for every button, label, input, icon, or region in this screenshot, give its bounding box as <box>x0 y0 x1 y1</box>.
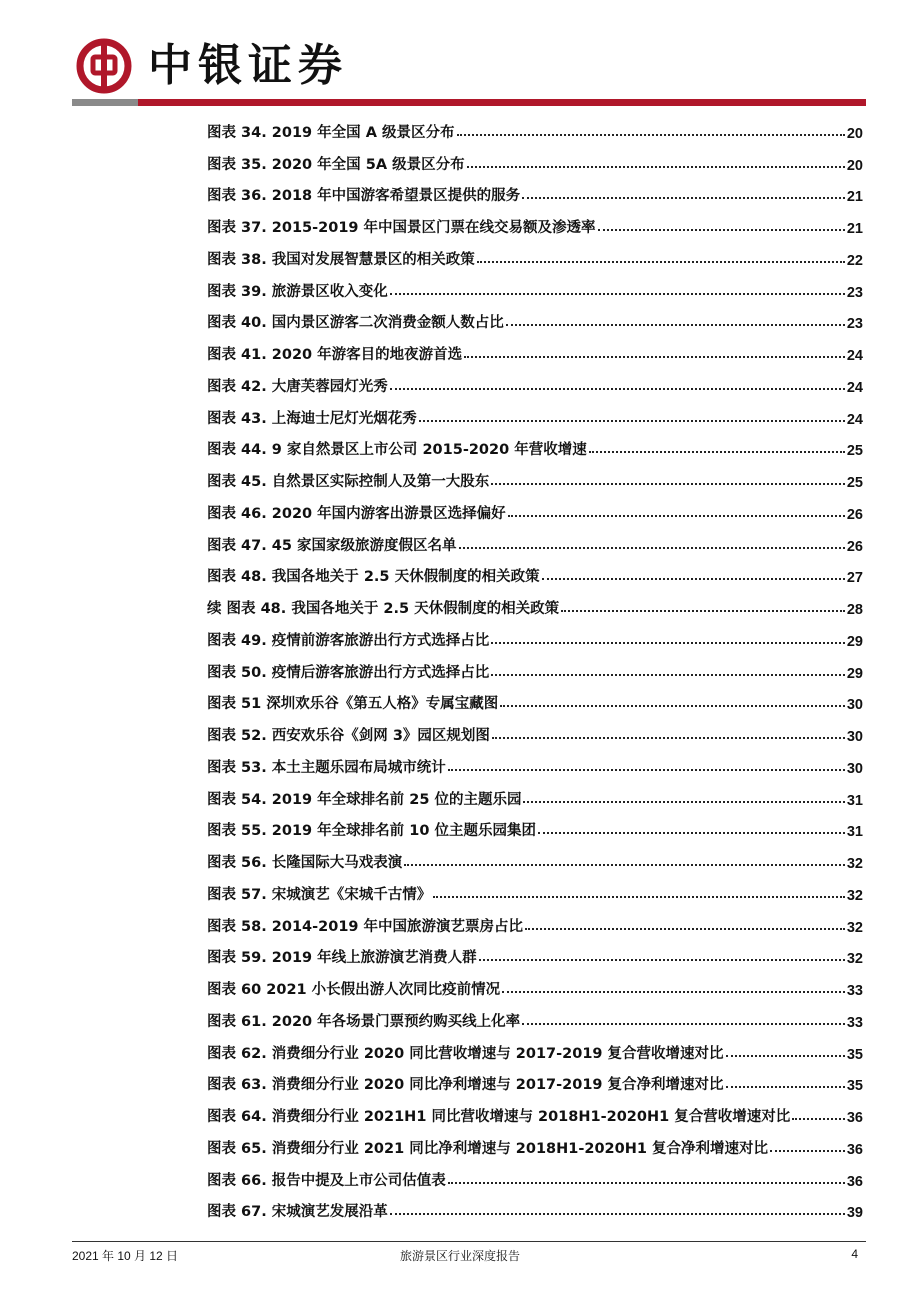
toc-entry-page[interactable]: 35 <box>846 1046 863 1063</box>
toc-dot-leader <box>502 991 845 993</box>
toc-entry-title[interactable]: 图表 63. 消费细分行业 2020 同比净利增速与 2017-2019 复合净利增速对比 <box>207 1077 724 1094</box>
toc-entry-page[interactable]: 20 <box>846 125 863 142</box>
footer-date: 2021 年 10 月 12 日 <box>72 1249 179 1263</box>
toc-entry-page[interactable]: 23 <box>846 316 863 333</box>
toc-entry[interactable] <box>207 1094 863 1126</box>
toc-entry[interactable] <box>207 713 863 745</box>
toc-dot-leader <box>726 1086 845 1088</box>
toc-entry[interactable] <box>207 1031 863 1063</box>
toc-entry-title[interactable]: 图表 45. 自然景区实际控制人及第一大股东 <box>207 474 490 490</box>
toc-dot-leader <box>792 1118 845 1120</box>
toc-entry-page[interactable]: 24 <box>846 348 863 364</box>
toc-dot-leader <box>467 166 845 168</box>
toc-entry-page[interactable]: 26 <box>846 506 863 523</box>
toc-entry-page[interactable]: 24 <box>846 379 863 396</box>
toc-entry-title[interactable]: 图表 42. 大唐芙蓉园灯光秀 <box>207 378 388 395</box>
toc-dot-leader <box>770 1150 845 1152</box>
toc-entry-page[interactable]: 32 <box>846 919 863 936</box>
toc-entry[interactable] <box>207 110 863 142</box>
toc-entry-title[interactable]: 图表 54. 2019 年全球排名前 25 位的主题乐园 <box>207 791 522 808</box>
toc-dot-leader <box>589 451 845 453</box>
toc-entry-page[interactable]: 31 <box>846 792 863 809</box>
toc-entry-page[interactable]: 22 <box>846 252 863 269</box>
toc-entry-page[interactable]: 20 <box>846 157 863 174</box>
toc-dot-leader <box>457 134 845 136</box>
toc-entry-page[interactable]: 31 <box>846 824 863 841</box>
toc-entry-title[interactable]: 图表 55. 2019 年全球排名前 10 位主题乐园集团 <box>207 823 536 840</box>
toc-entry-title[interactable]: 图表 67. 宋城演艺发展沿革 <box>207 1204 388 1221</box>
toc-entry-page[interactable]: 26 <box>846 538 863 555</box>
toc-dot-leader <box>459 547 845 549</box>
toc-entry-page[interactable]: 28 <box>846 602 863 618</box>
toc-dot-leader <box>522 197 845 199</box>
toc-entry[interactable] <box>207 777 863 809</box>
toc-entry-page[interactable]: 30 <box>846 760 863 777</box>
toc-entry-title[interactable]: 图表 43. 上海迪士尼灯光烟花秀 <box>207 410 417 427</box>
toc-entry-title[interactable]: 续 图表 48. 我国各地关于 2.5 天休假制度的相关政策 <box>207 601 560 617</box>
toc-entry-title[interactable]: 图表 58. 2014-2019 年中国旅游演艺票房占比 <box>207 918 524 935</box>
toc-entry-title[interactable]: 图表 37. 2015-2019 年中国景区门票在线交易额及渗透率 <box>207 220 596 236</box>
toc-entry-title[interactable]: 图表 41. 2020 年游客目的地夜游首选 <box>207 347 463 363</box>
toc-entry[interactable] <box>207 967 863 999</box>
toc-entry[interactable] <box>207 142 863 174</box>
toc-dot-leader <box>598 229 845 231</box>
toc-dot-leader <box>492 737 845 739</box>
toc-dot-leader <box>525 928 845 930</box>
toc-dot-leader <box>479 959 845 961</box>
toc-entry-title[interactable]: 图表 48. 我国各地关于 2.5 天休假制度的相关政策 <box>207 569 540 586</box>
page-header <box>0 0 920 110</box>
toc-entry-title[interactable]: 图表 51 深圳欢乐谷《第五人格》专属宝藏图 <box>207 696 499 713</box>
toc-dot-leader <box>522 1023 845 1025</box>
toc-entry-title[interactable]: 图表 62. 消费细分行业 2020 同比营收增速与 2017-2019 复合营收增速对比 <box>207 1045 724 1062</box>
toc-dot-leader <box>448 1182 845 1184</box>
toc-entry[interactable] <box>207 428 863 460</box>
toc-entry-title[interactable]: 图表 66. 报告中提及上市公司估值表 <box>207 1172 446 1189</box>
toc-entry-title[interactable]: 图表 52. 西安欢乐谷《剑网 3》园区规划图 <box>207 728 490 744</box>
toc-dot-leader <box>538 832 845 834</box>
toc-dot-leader <box>500 705 845 707</box>
header-rule-red <box>138 99 866 106</box>
toc-entry-page[interactable]: 21 <box>846 221 863 237</box>
toc-entry[interactable] <box>207 904 863 936</box>
toc-entry[interactable] <box>207 586 863 618</box>
toc-dot-leader <box>491 674 845 676</box>
toc-entry-page[interactable]: 32 <box>846 951 863 968</box>
toc-entry[interactable] <box>207 491 863 523</box>
toc-entry-page[interactable]: 29 <box>846 633 863 650</box>
toc-entry[interactable] <box>207 301 863 333</box>
toc-dot-leader <box>419 420 845 422</box>
toc-entry[interactable] <box>207 523 863 555</box>
toc-entry-title[interactable]: 图表 57. 宋城演艺《宋城千古情》 <box>207 886 432 903</box>
toc-entry-page[interactable]: 29 <box>846 665 863 682</box>
toc-dot-leader <box>390 388 845 390</box>
toc-entry[interactable] <box>207 1158 863 1190</box>
toc-entry[interactable] <box>207 999 863 1031</box>
toc-dot-leader <box>404 864 845 866</box>
toc-entry-title[interactable]: 图表 53. 本土主题乐园布局城市统计 <box>207 759 446 776</box>
toc-entry[interactable] <box>207 459 863 491</box>
toc-entry-title[interactable]: 图表 60 2021 小长假出游人次同比疫前情况 <box>207 982 501 998</box>
toc-entry-title[interactable]: 图表 39. 旅游景区收入变化 <box>207 283 388 300</box>
toc-entry[interactable] <box>207 174 863 206</box>
toc-dot-leader <box>491 642 845 644</box>
toc-entry[interactable] <box>207 936 863 968</box>
toc-dot-leader <box>464 356 845 358</box>
toc-entry[interactable] <box>207 1126 863 1158</box>
toc-entry[interactable] <box>207 650 863 682</box>
toc-entry-title[interactable]: 图表 36. 2018 年中国游客希望景区提供的服务 <box>207 188 521 205</box>
toc-entry-page[interactable]: 30 <box>846 729 863 745</box>
toc-entry-page[interactable]: 33 <box>846 1014 863 1031</box>
toc-entry-title[interactable]: 图表 34. 2019 年全国 A 级景区分布 <box>207 124 455 141</box>
toc-entry-page[interactable]: 25 <box>846 475 863 491</box>
toc-entry-title[interactable]: 图表 56. 长隆国际大马戏表演 <box>207 855 403 871</box>
toc-entry-title[interactable]: 图表 35. 2020 年全国 5A 级景区分布 <box>207 156 465 173</box>
toc-dot-leader <box>561 610 845 612</box>
toc-dot-leader <box>491 483 845 485</box>
toc-dot-leader <box>390 293 845 295</box>
footer-divider <box>72 1241 866 1242</box>
toc-entry-title[interactable]: 图表 59. 2019 年线上旅游演艺消费人群 <box>207 950 477 967</box>
figure-toc-list <box>207 110 863 1221</box>
toc-entry-title[interactable]: 图表 50. 疫情后游客旅游出行方式选择占比 <box>207 664 490 681</box>
toc-entry[interactable] <box>207 682 863 714</box>
toc-entry-title[interactable]: 图表 44. 9 家自然景区上市公司 2015-2020 年营收增速 <box>207 442 587 459</box>
toc-entry-page[interactable]: 30 <box>846 697 863 714</box>
toc-entry[interactable] <box>207 872 863 904</box>
toc-entry[interactable] <box>207 205 863 237</box>
toc-dot-leader <box>726 1055 845 1057</box>
toc-entry[interactable] <box>207 809 863 841</box>
toc-entry-title[interactable]: 图表 47. 45 家国家级旅游度假区名单 <box>207 537 457 554</box>
toc-entry[interactable] <box>207 1190 863 1222</box>
toc-entry[interactable] <box>207 237 863 269</box>
toc-entry-page[interactable]: 25 <box>846 443 863 460</box>
toc-entry-page[interactable]: 27 <box>846 570 863 587</box>
toc-entry-title[interactable]: 图表 64. 消费细分行业 2021H1 同比营收增速与 2018H1-2020H1 复合营收增速对比 <box>207 1109 791 1125</box>
header-rule-grey <box>72 99 138 106</box>
toc-dot-leader <box>390 1213 845 1215</box>
toc-entry-title[interactable]: 图表 40. 国内景区游客二次消费金额人数占比 <box>207 315 504 332</box>
toc-dot-leader <box>542 578 845 580</box>
toc-entry-page[interactable]: 23 <box>846 284 863 301</box>
bank-of-china-logo-icon <box>76 38 132 94</box>
toc-dot-leader <box>508 515 845 517</box>
toc-dot-leader <box>506 324 845 326</box>
toc-dot-leader <box>448 769 845 771</box>
footer-report-title: 旅游景区行业深度报告 <box>399 1249 520 1263</box>
toc-entry-page[interactable]: 32 <box>846 856 863 872</box>
toc-entry-title[interactable]: 图表 38. 我国对发展智慧景区的相关政策 <box>207 251 475 268</box>
toc-dot-leader <box>523 801 844 803</box>
toc-entry-page[interactable]: 24 <box>846 411 863 428</box>
toc-dot-leader <box>477 261 845 263</box>
toc-entry[interactable] <box>207 1063 863 1095</box>
toc-entry-page[interactable]: 21 <box>846 189 863 206</box>
toc-entry[interactable] <box>207 555 863 587</box>
toc-entry[interactable] <box>207 396 863 428</box>
toc-entry[interactable] <box>207 840 863 872</box>
toc-entry-page[interactable]: 36 <box>846 1141 863 1158</box>
toc-entry[interactable] <box>207 332 863 364</box>
brand-name: 中银证券 <box>148 40 348 91</box>
toc-entry-title[interactable]: 图表 65. 消费细分行业 2021 同比净利增速与 2018H1-2020H1 复合净利增速对比 <box>207 1140 769 1157</box>
footer-page-number: 4 <box>851 1247 858 1261</box>
toc-entry[interactable] <box>207 364 863 396</box>
toc-entry-title[interactable]: 图表 46. 2020 年国内游客出游景区选择偏好 <box>207 505 506 522</box>
toc-entry[interactable] <box>207 745 863 777</box>
toc-dot-leader <box>433 896 845 898</box>
toc-entry-page[interactable]: 39 <box>846 1205 863 1222</box>
toc-entry-page[interactable]: 33 <box>846 983 863 999</box>
toc-entry[interactable] <box>207 269 863 301</box>
toc-entry-page[interactable]: 35 <box>846 1078 863 1095</box>
toc-entry-title[interactable]: 图表 49. 疫情前游客旅游出行方式选择占比 <box>207 632 490 649</box>
toc-entry-page[interactable]: 32 <box>846 887 863 904</box>
toc-entry[interactable] <box>207 618 863 650</box>
toc-entry-page[interactable]: 36 <box>846 1110 863 1126</box>
toc-entry-title[interactable]: 图表 61. 2020 年各场景门票预约购买线上化率 <box>207 1013 521 1030</box>
toc-entry-page[interactable]: 36 <box>846 1173 863 1190</box>
